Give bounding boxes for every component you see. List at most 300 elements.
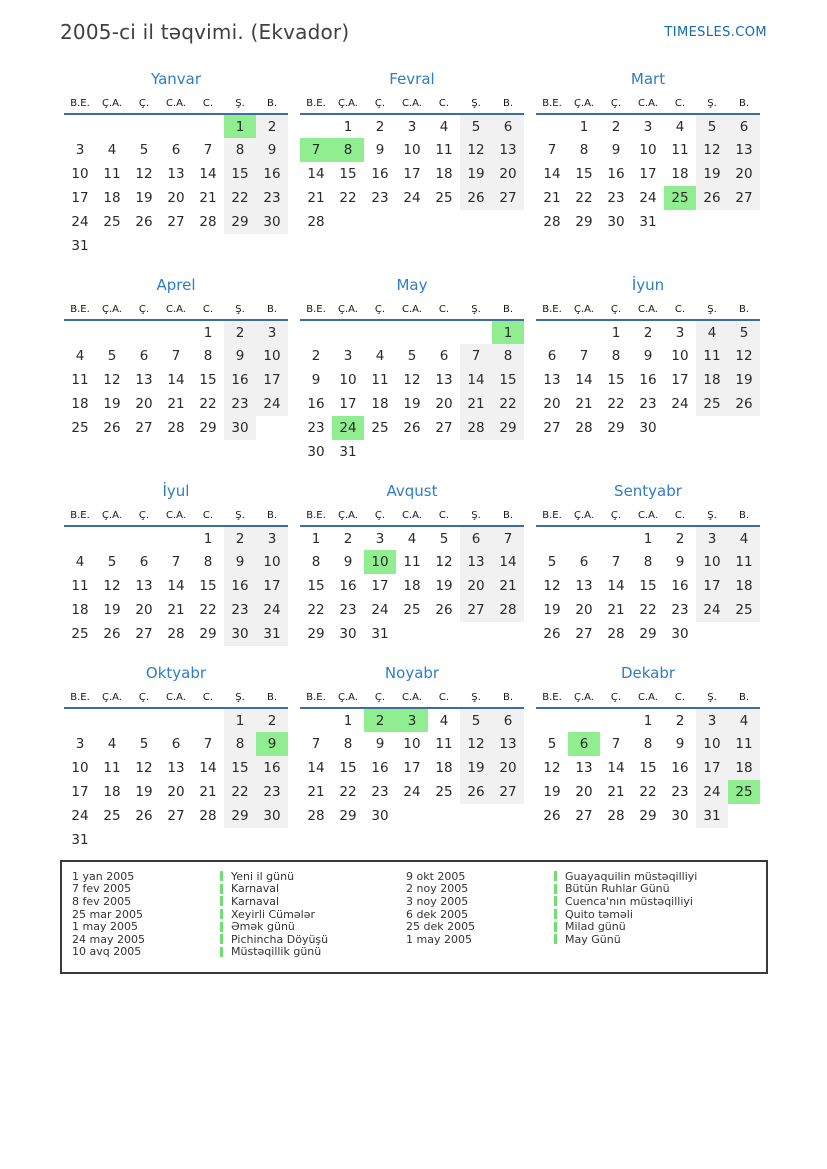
- calendar-day: 2: [224, 320, 256, 344]
- calendar-day: 23: [256, 186, 288, 210]
- empty-day-cell: [428, 804, 460, 828]
- calendar-day: 14: [543, 166, 561, 182]
- weekday-header: C.A.: [396, 506, 428, 526]
- week-row: [300, 368, 524, 392]
- calendar-day: 13: [435, 372, 453, 388]
- calendar-day: 8: [643, 736, 653, 752]
- calendar-day: 9: [643, 348, 653, 364]
- empty-day-cell: [224, 234, 256, 258]
- calendar-day: 24: [696, 598, 728, 622]
- calendar-day: 4: [107, 142, 117, 158]
- month-calendar: [300, 276, 524, 464]
- weekday-header: Ç.: [128, 688, 160, 708]
- weekday-header: Ş.: [224, 94, 256, 114]
- calendar-day: 18: [435, 760, 453, 776]
- calendar-day: 28: [575, 420, 593, 436]
- empty-day-cell: [492, 440, 524, 464]
- calendar-day: 23: [224, 598, 256, 622]
- legend-row: [72, 920, 328, 933]
- calendar-day: 19: [460, 162, 492, 186]
- calendar-day: 9: [675, 736, 685, 752]
- month-title: Noyabr: [384, 664, 440, 682]
- calendar-day: 15: [492, 368, 524, 392]
- calendar-day: 26: [460, 780, 492, 804]
- calendar-day: 5: [547, 736, 557, 752]
- weekday-header: C.A.: [632, 688, 664, 708]
- holiday-marker-icon: [220, 947, 223, 957]
- calendar-day: 4: [675, 118, 685, 135]
- calendar-day: 26: [696, 186, 728, 210]
- empty-day-cell: [332, 320, 364, 344]
- calendar-day: 17: [403, 166, 421, 182]
- week-row: [300, 574, 524, 598]
- calendar-day: 18: [103, 190, 121, 206]
- legend-name: Xeyirli Cümələr: [231, 907, 315, 921]
- weekday-header: C.A.: [632, 94, 664, 114]
- empty-day-cell: [128, 234, 160, 258]
- calendar-day: 13: [460, 550, 492, 574]
- calendar-day: 22: [339, 190, 357, 206]
- weekday-header: B.: [728, 300, 760, 320]
- legend-entry: [554, 908, 633, 921]
- month-title: Dekabr: [620, 664, 676, 682]
- empty-day-cell: [728, 416, 760, 440]
- calendar-day: 18: [671, 166, 689, 182]
- calendar-day: 3: [675, 324, 685, 341]
- calendar-day: 25: [403, 602, 421, 618]
- calendar-day: 11: [71, 372, 89, 388]
- week-row: [300, 598, 524, 622]
- calendar-day: 13: [492, 138, 524, 162]
- calendar-day: 16: [224, 574, 256, 598]
- week-row: [300, 526, 524, 550]
- month-calendar: [64, 482, 288, 646]
- empty-day-cell: [568, 708, 600, 732]
- calendar-day: 27: [435, 420, 453, 436]
- calendar-day: 20: [575, 602, 593, 618]
- calendar-day: 5: [439, 530, 449, 547]
- calendar-day: 20: [167, 784, 185, 800]
- calendar-day: 11: [371, 372, 389, 388]
- calendar-day: 23: [307, 420, 325, 436]
- calendar-day: 3: [375, 530, 385, 547]
- calendar-day: 27: [135, 626, 153, 642]
- calendar-day: 8: [203, 554, 213, 570]
- calendar-day: 7: [203, 142, 213, 158]
- calendar-day: 16: [371, 760, 389, 776]
- calendar-day: 8: [332, 138, 364, 162]
- week-row: [300, 708, 524, 732]
- calendar-day: 21: [607, 784, 625, 800]
- calendar-day: 10: [256, 550, 288, 574]
- calendar-day: 29: [639, 808, 657, 824]
- calendar-day: 13: [167, 166, 185, 182]
- weekday-header: B.E.: [64, 94, 96, 114]
- week-row: [300, 804, 524, 828]
- calendar-day: 19: [460, 756, 492, 780]
- calendar-day: 3: [256, 526, 288, 550]
- calendar-day: 15: [199, 578, 217, 594]
- week-row: [64, 756, 288, 780]
- legend-name: Guayaquilin müstəqilliyi: [565, 869, 698, 883]
- calendar-day: 12: [135, 166, 153, 182]
- calendar-day: 22: [492, 392, 524, 416]
- legend-entry: [554, 920, 626, 933]
- week-row: [300, 138, 524, 162]
- weekday-header: Ş.: [460, 688, 492, 708]
- calendar-day: 7: [300, 138, 332, 162]
- calendar-day: 25: [728, 780, 760, 804]
- calendar-day: 31: [339, 444, 357, 460]
- calendar-day: 30: [307, 444, 325, 460]
- week-row: [300, 622, 524, 646]
- empty-day-cell: [536, 708, 568, 732]
- empty-day-cell: [536, 114, 568, 138]
- calendar-day: 21: [460, 392, 492, 416]
- calendar-day: 7: [547, 142, 557, 158]
- calendar-day: 4: [407, 530, 417, 547]
- calendar-day: 21: [607, 602, 625, 618]
- calendar-day: 5: [107, 348, 117, 364]
- weekday-header: Ç.: [364, 688, 396, 708]
- calendar-day: 26: [728, 392, 760, 416]
- calendar-day: 12: [135, 760, 153, 776]
- calendar-day: 30: [671, 808, 689, 824]
- legend-entry: [220, 933, 328, 946]
- calendar-day: 23: [639, 396, 657, 412]
- legend-name: Milad günü: [565, 920, 626, 934]
- calendar-day: 16: [307, 396, 325, 412]
- legend-row: [72, 895, 328, 908]
- weekday-header: B.E.: [300, 688, 332, 708]
- empty-day-cell: [128, 708, 160, 732]
- calendar-day: 11: [728, 550, 760, 574]
- month-table: [64, 506, 288, 646]
- calendar-day: 16: [224, 368, 256, 392]
- calendar-day: 25: [371, 420, 389, 436]
- months-grid: [64, 70, 760, 852]
- calendar-day: 6: [171, 142, 181, 158]
- week-row: [300, 186, 524, 210]
- calendar-day: 18: [728, 574, 760, 598]
- calendar-day: 2: [256, 114, 288, 138]
- weekday-header: Ş.: [224, 300, 256, 320]
- site-link[interactable]: TIMESLES.COM: [664, 25, 767, 40]
- month-table: [300, 688, 524, 828]
- empty-day-cell: [492, 804, 524, 828]
- calendar-day: 12: [435, 554, 453, 570]
- calendar-day: 16: [256, 756, 288, 780]
- legend-row: [406, 933, 697, 946]
- calendar-day: 1: [343, 712, 353, 729]
- calendar-day: 3: [696, 526, 728, 550]
- calendar-day: 14: [607, 578, 625, 594]
- weekday-header-row: [64, 688, 288, 708]
- calendar-day: 20: [460, 574, 492, 598]
- weekday-header: Ş.: [696, 300, 728, 320]
- calendar-day: 28: [307, 214, 325, 230]
- legend-date: 1 may 2005: [406, 932, 472, 946]
- calendar-day: 23: [339, 602, 357, 618]
- empty-day-cell: [460, 622, 492, 646]
- holiday-marker-icon: [554, 934, 557, 944]
- month-calendar: [300, 482, 524, 646]
- legend-name: Müstəqillik günü: [231, 945, 322, 959]
- calendar-day: 2: [675, 530, 685, 547]
- calendar-day: 22: [639, 784, 657, 800]
- calendar-day: 21: [199, 784, 217, 800]
- empty-day-cell: [160, 526, 192, 550]
- calendar-day: 1: [203, 324, 213, 341]
- week-row: [64, 210, 288, 234]
- weekday-header-row: [64, 506, 288, 526]
- calendar-day: 19: [543, 602, 561, 618]
- empty-day-cell: [96, 234, 128, 258]
- calendar-day: 8: [224, 138, 256, 162]
- calendar-day: 20: [435, 396, 453, 412]
- legend-date: 7 fev 2005: [72, 882, 132, 896]
- calendar-day: 16: [639, 372, 657, 388]
- calendar-day: 17: [696, 756, 728, 780]
- weekday-header: C.A.: [160, 506, 192, 526]
- calendar-day: 17: [71, 784, 89, 800]
- empty-day-cell: [492, 210, 524, 234]
- empty-day-cell: [160, 708, 192, 732]
- weekday-header: Ş.: [460, 300, 492, 320]
- calendar-day: 22: [224, 186, 256, 210]
- calendar-day: 13: [135, 578, 153, 594]
- calendar-day: 24: [403, 784, 421, 800]
- calendar-day: 10: [364, 550, 396, 574]
- calendar-day: 25: [728, 598, 760, 622]
- calendar-day: 31: [71, 832, 89, 848]
- empty-day-cell: [96, 114, 128, 138]
- calendar-day: 16: [371, 166, 389, 182]
- week-row: [300, 344, 524, 368]
- weekday-header: Ş.: [696, 506, 728, 526]
- calendar-day: 6: [139, 348, 149, 364]
- calendar-day: 18: [728, 756, 760, 780]
- legend-name: Quito təməli: [565, 907, 633, 921]
- calendar-day: 8: [203, 348, 213, 364]
- month-table: [64, 94, 288, 258]
- calendar-day: 12: [103, 578, 121, 594]
- weekday-header-row: [300, 300, 524, 320]
- weekday-header: Ç.A.: [568, 94, 600, 114]
- calendar-day: 4: [439, 118, 449, 135]
- calendar-day: 6: [139, 554, 149, 570]
- weekday-header: C.A.: [396, 688, 428, 708]
- empty-day-cell: [396, 622, 428, 646]
- empty-day-cell: [536, 526, 568, 550]
- calendar-day: 17: [696, 574, 728, 598]
- empty-day-cell: [568, 526, 600, 550]
- calendar-day: 27: [575, 808, 593, 824]
- legend-date: 9 okt 2005: [406, 869, 466, 883]
- empty-day-cell: [460, 320, 492, 344]
- empty-day-cell: [696, 210, 728, 234]
- calendar-day: 7: [203, 736, 213, 752]
- calendar-day: 10: [71, 760, 89, 776]
- calendar-day: 18: [71, 396, 89, 412]
- month-table: [536, 506, 760, 646]
- empty-day-cell: [696, 416, 728, 440]
- weekday-header: B.: [492, 506, 524, 526]
- holiday-marker-icon: [220, 871, 223, 881]
- week-row: [64, 622, 288, 646]
- month-table: [300, 506, 524, 646]
- calendar-day: 14: [575, 372, 593, 388]
- week-row: [536, 344, 760, 368]
- calendar-day: 29: [307, 626, 325, 642]
- calendar-day: 23: [671, 784, 689, 800]
- weekday-header: Ç.A.: [96, 688, 128, 708]
- calendar-day: 28: [199, 808, 217, 824]
- calendar-day: 16: [671, 578, 689, 594]
- legend-name: Əmək günü: [231, 920, 295, 934]
- empty-day-cell: [364, 440, 396, 464]
- empty-day-cell: [192, 234, 224, 258]
- weekday-header: B.: [256, 688, 288, 708]
- legend-row: [72, 908, 328, 921]
- calendar-day: 8: [492, 344, 524, 368]
- calendar-day: 1: [224, 114, 256, 138]
- week-row: [64, 708, 288, 732]
- calendar-day: 14: [460, 368, 492, 392]
- calendar-day: 6: [547, 348, 557, 364]
- calendar-day: 1: [611, 324, 621, 341]
- calendar-day: 25: [435, 784, 453, 800]
- calendar-day: 26: [543, 626, 561, 642]
- calendar-day: 15: [607, 372, 625, 388]
- week-row: [64, 526, 288, 550]
- week-row: [300, 550, 524, 574]
- calendar-day: 16: [671, 760, 689, 776]
- weekday-header: B.: [728, 506, 760, 526]
- weekday-header: C.: [664, 300, 696, 320]
- calendar-day: 6: [439, 348, 449, 364]
- holiday-marker-icon: [554, 884, 557, 894]
- calendar-day: 24: [71, 808, 89, 824]
- weekday-header: B.: [256, 300, 288, 320]
- calendar-day: 25: [71, 626, 89, 642]
- month-table: [536, 300, 760, 440]
- calendar-day: 29: [199, 626, 217, 642]
- weekday-header: C.: [428, 94, 460, 114]
- empty-day-cell: [96, 320, 128, 344]
- calendar-day: 11: [435, 736, 453, 752]
- weekday-header: Ç.A.: [332, 300, 364, 320]
- calendar-day: 29: [607, 420, 625, 436]
- calendar-day: 24: [371, 602, 389, 618]
- calendar-day: 8: [311, 554, 321, 570]
- week-row: [300, 756, 524, 780]
- weekday-header: C.: [192, 94, 224, 114]
- calendar-day: 31: [696, 804, 728, 828]
- calendar-day: 9: [343, 554, 353, 570]
- empty-day-cell: [128, 320, 160, 344]
- calendar-day: 22: [224, 780, 256, 804]
- legend-box: [60, 860, 768, 974]
- calendar-day: 7: [311, 736, 321, 752]
- calendar-day: 22: [639, 602, 657, 618]
- calendar-day: 19: [103, 396, 121, 412]
- calendar-day: 12: [403, 372, 421, 388]
- calendar-day: 3: [256, 320, 288, 344]
- calendar-day: 30: [224, 416, 256, 440]
- weekday-header: B.E.: [64, 688, 96, 708]
- calendar-day: 28: [460, 416, 492, 440]
- week-row: [300, 416, 524, 440]
- calendar-day: 24: [671, 396, 689, 412]
- weekday-header: C.: [664, 506, 696, 526]
- weekday-header: Ş.: [460, 94, 492, 114]
- weekday-header: Ç.: [600, 300, 632, 320]
- week-row: [64, 162, 288, 186]
- calendar-day: 7: [611, 736, 621, 752]
- empty-day-cell: [396, 210, 428, 234]
- week-row: [536, 210, 760, 234]
- week-row: [536, 186, 760, 210]
- calendar-day: 30: [256, 804, 288, 828]
- calendar-day: 9: [611, 142, 621, 158]
- legend-entry: [220, 870, 294, 883]
- calendar-day: 5: [139, 736, 149, 752]
- calendar-day: 21: [575, 396, 593, 412]
- legend-date: 8 fev 2005: [72, 894, 132, 908]
- calendar-day: 7: [460, 344, 492, 368]
- empty-day-cell: [396, 440, 428, 464]
- calendar-day: 29: [199, 420, 217, 436]
- week-row: [64, 186, 288, 210]
- legend-date: 25 mar 2005: [72, 907, 143, 921]
- month-title: Yanvar: [150, 70, 202, 88]
- calendar-day: 28: [543, 214, 561, 230]
- legend-entry: [220, 945, 321, 958]
- calendar-day: 17: [639, 166, 657, 182]
- calendar-day: 13: [575, 578, 593, 594]
- weekday-header: C.A.: [160, 300, 192, 320]
- calendar-day: 18: [103, 784, 121, 800]
- empty-day-cell: [396, 804, 428, 828]
- calendar-day: 20: [728, 162, 760, 186]
- month-title: İyun: [631, 276, 665, 294]
- weekday-header: C.A.: [396, 300, 428, 320]
- week-row: [64, 574, 288, 598]
- calendar-day: 16: [607, 166, 625, 182]
- empty-day-cell: [428, 440, 460, 464]
- legend-row: [72, 870, 328, 883]
- weekday-header: B.E.: [64, 506, 96, 526]
- calendar-day: 31: [639, 214, 657, 230]
- month-title: İyul: [162, 482, 190, 500]
- calendar-day: 3: [407, 118, 417, 135]
- legend-row: [72, 883, 328, 896]
- weekday-header: Ç.A.: [96, 300, 128, 320]
- calendar-day: 9: [224, 550, 256, 574]
- weekday-header: Ş.: [460, 506, 492, 526]
- calendar-day: 21: [307, 784, 325, 800]
- week-row: [64, 392, 288, 416]
- weekday-header: B.: [728, 94, 760, 114]
- calendar-day: 26: [103, 626, 121, 642]
- week-row: [536, 416, 760, 440]
- calendar-day: 24: [639, 190, 657, 206]
- calendar-day: 4: [728, 708, 760, 732]
- calendar-day: 7: [611, 554, 621, 570]
- calendar-day: 20: [167, 190, 185, 206]
- week-row: [64, 138, 288, 162]
